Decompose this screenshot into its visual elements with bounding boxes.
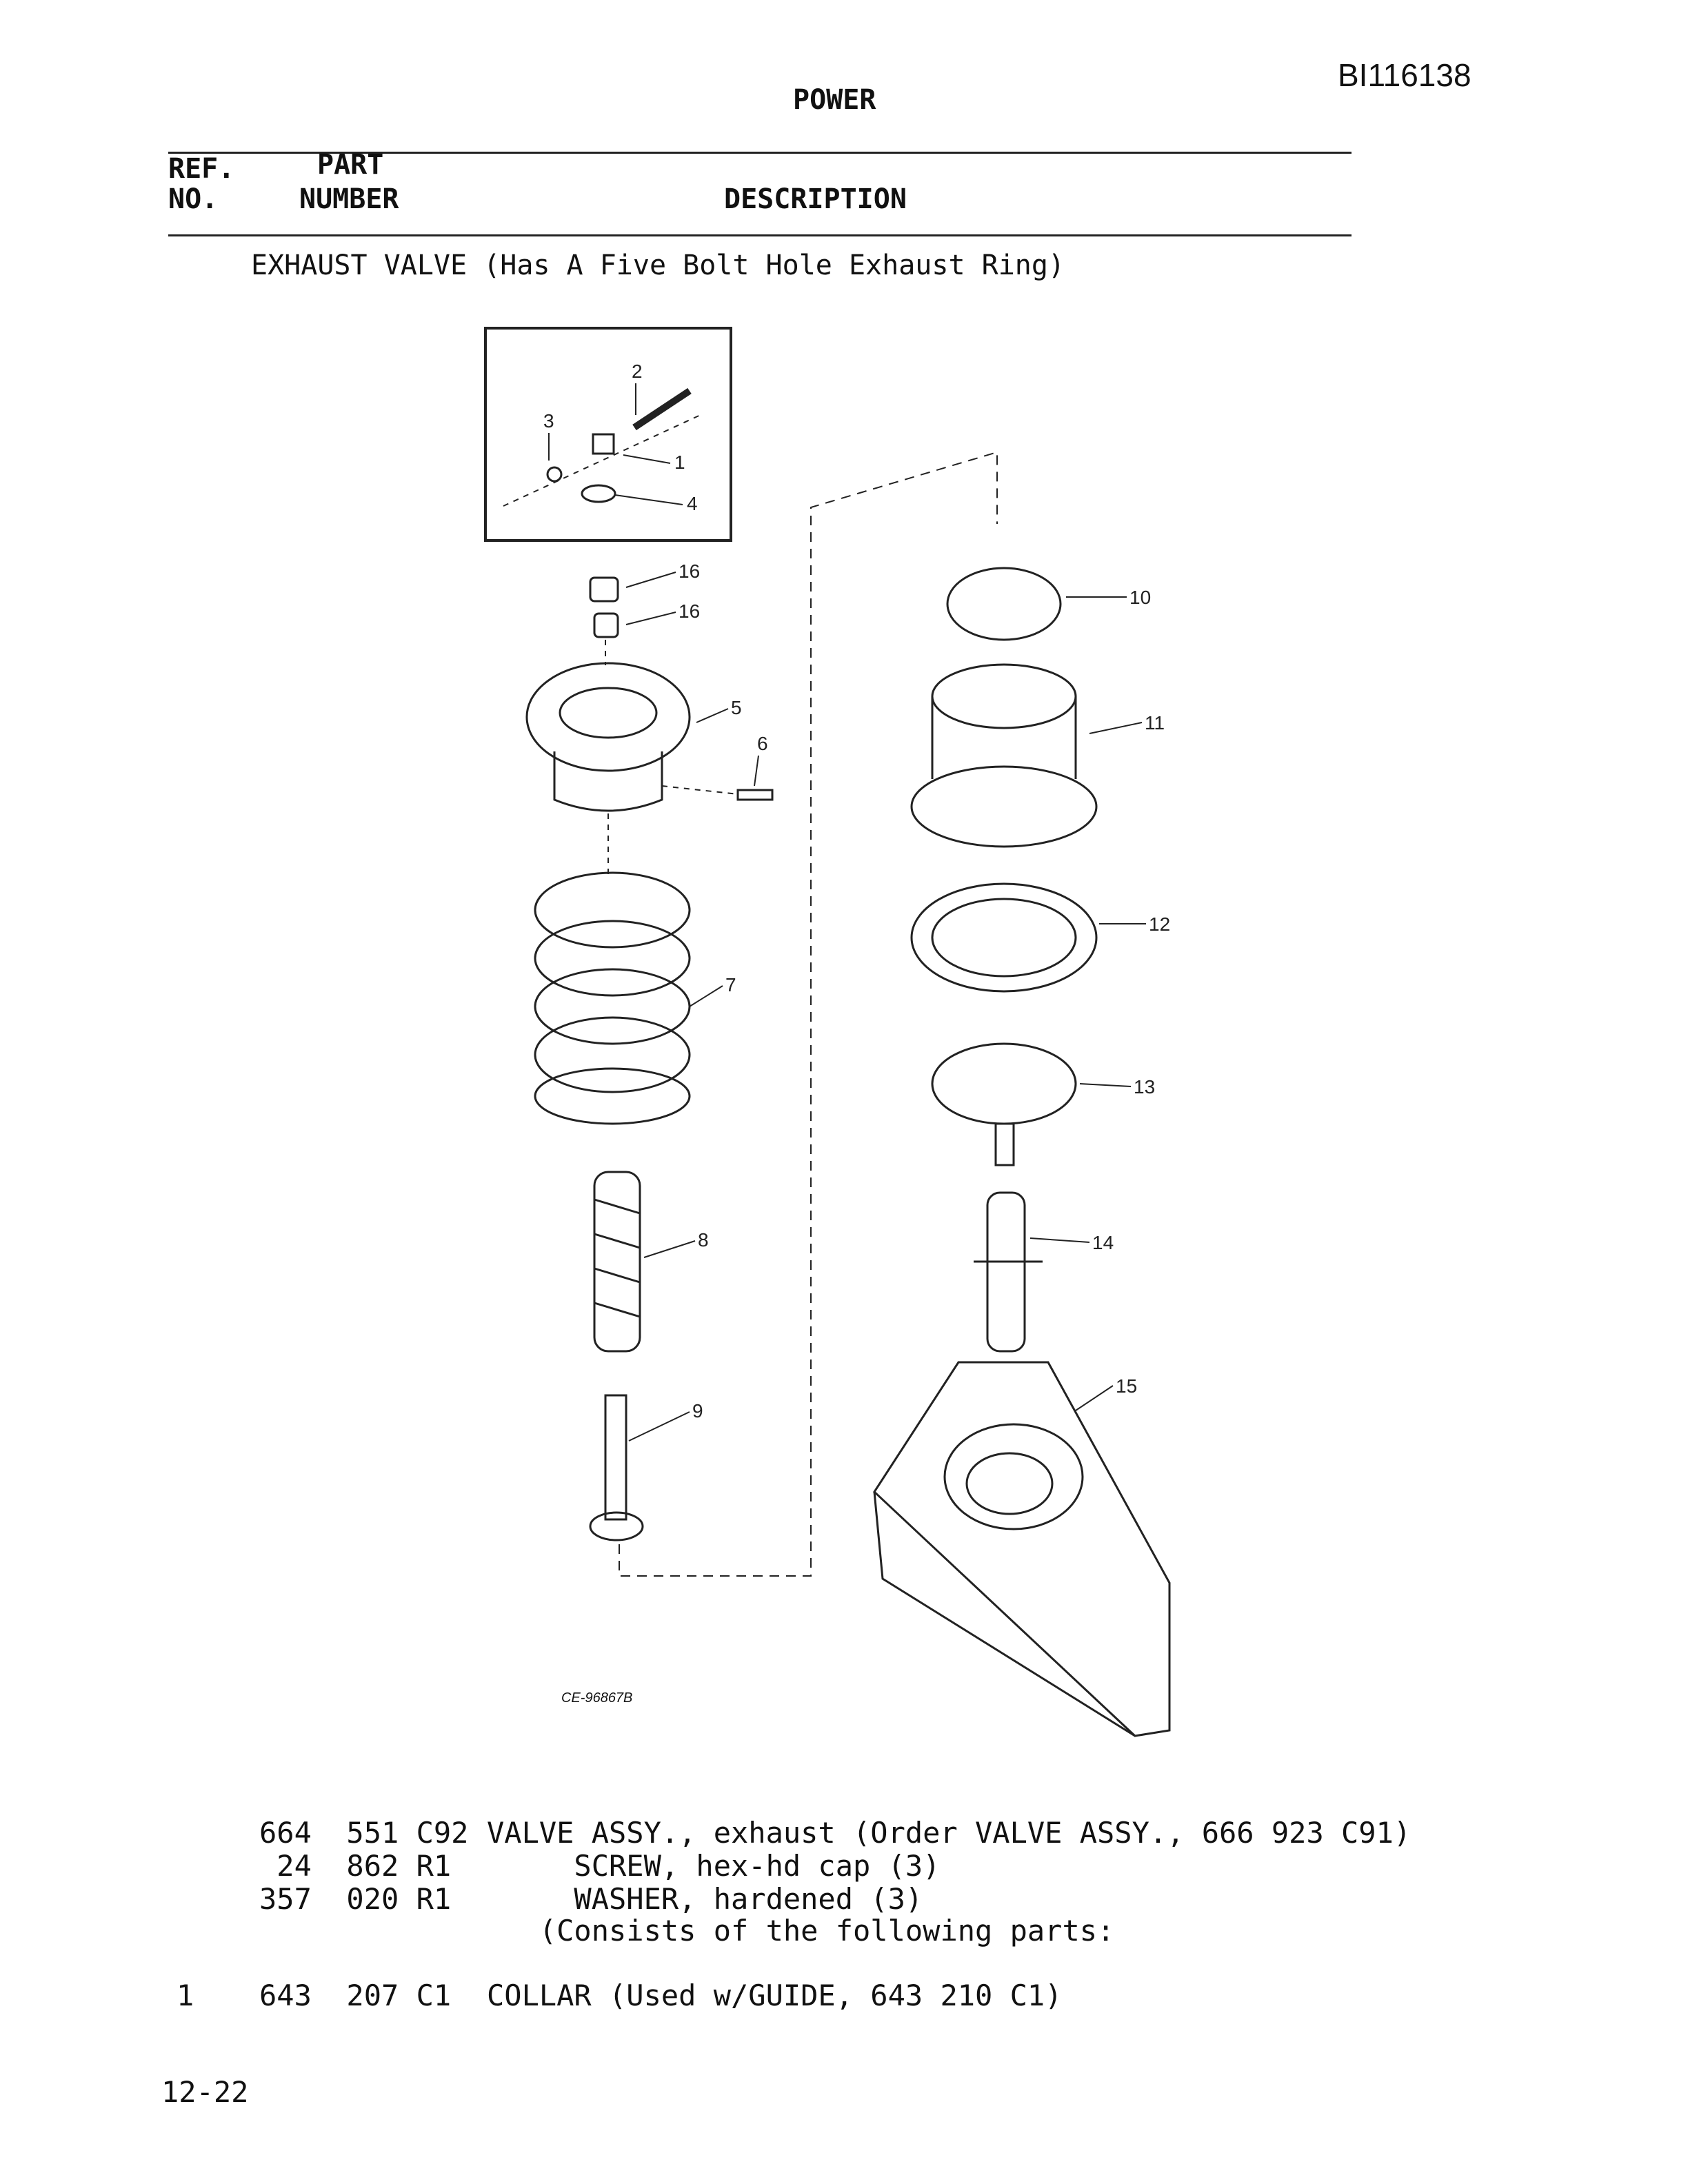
- svg-text:9: 9: [692, 1400, 703, 1422]
- part-label-2: NUMBER: [299, 183, 399, 215]
- svg-text:1: 1: [674, 452, 685, 473]
- lock-nut-part16-lower: [594, 614, 618, 637]
- part-row-5-number: 643 207 C1: [259, 1979, 452, 2012]
- assembly-path-line: [619, 452, 997, 1576]
- inset-bolt-part2: [634, 391, 690, 427]
- svg-text:3: 3: [543, 410, 554, 432]
- figure-code: CE-96867B: [561, 1690, 633, 1706]
- svg-text:4: 4: [687, 493, 698, 514]
- section-title: POWER: [793, 84, 876, 116]
- housing-part15: [874, 1362, 1169, 1736]
- exploded-parts-diagram: [441, 310, 1241, 1744]
- spring-part8: [594, 1172, 640, 1351]
- inset-washer-part4: [582, 485, 615, 502]
- part-row-5-description: COLLAR (Used w/GUIDE, 643 210 C1): [487, 1979, 1063, 2012]
- ref-label-2: NO.: [168, 183, 219, 215]
- svg-text:8: 8: [698, 1229, 709, 1251]
- svg-text:7: 7: [725, 974, 736, 995]
- part-row-3-number: 357 020 R1: [259, 1882, 452, 1916]
- part-row-5-ref: 1: [177, 1979, 194, 2012]
- exhaust-ring-part11: [912, 665, 1096, 847]
- svg-text:10: 10: [1129, 587, 1152, 608]
- inset-axis-line: [503, 414, 703, 506]
- part-row-4-description: (Consists of the following parts:: [487, 1914, 1115, 1948]
- document-id: BI116138: [1338, 57, 1471, 93]
- svg-text:14: 14: [1092, 1232, 1114, 1253]
- part-row-1-number: 664 551 C92: [259, 1816, 469, 1850]
- screw-part6: [738, 790, 772, 800]
- spring-part7: [535, 873, 690, 1124]
- page-number: 12-22: [161, 2075, 249, 2109]
- svg-text:16: 16: [679, 560, 701, 582]
- svg-text:13: 13: [1134, 1076, 1156, 1098]
- part-row-2-description: SCREW, hex-hd cap (3): [487, 1849, 941, 1883]
- svg-text:6: 6: [757, 733, 768, 754]
- inset-nut-part3: [547, 467, 561, 481]
- part-label-1: PART: [317, 149, 384, 181]
- guide-part5: [527, 663, 690, 811]
- lock-nut-part16-upper: [590, 578, 618, 601]
- svg-text:12: 12: [1149, 913, 1171, 935]
- svg-text:16: 16: [679, 600, 701, 622]
- part-row-2-number: 24 862 R1: [259, 1849, 452, 1883]
- ref-label-1: REF.: [168, 153, 235, 185]
- o-ring-part10: [947, 568, 1061, 640]
- spring-part14: [974, 1193, 1043, 1351]
- section-subtitle: EXHAUST VALVE (Has A Five Bolt Hole Exhaust Ring): [251, 250, 1065, 281]
- description-label: DESCRIPTION: [724, 183, 907, 215]
- svg-text:11: 11: [1145, 712, 1165, 734]
- svg-text:2: 2: [632, 361, 643, 382]
- valve-stem-part9: [590, 1395, 643, 1540]
- valve-disc-part13: [932, 1044, 1076, 1124]
- header-bottom-rule: [168, 234, 1352, 236]
- inset-collar-part1: [593, 434, 614, 454]
- svg-text:5: 5: [731, 697, 742, 718]
- callout-labels: [543, 361, 1170, 1422]
- part-row-3-description: WASHER, hardened (3): [487, 1882, 923, 1916]
- part-row-1-description: VALVE ASSY., exhaust (Order VALVE ASSY., 666 923 C91): [487, 1816, 1411, 1850]
- svg-text:15: 15: [1116, 1375, 1138, 1397]
